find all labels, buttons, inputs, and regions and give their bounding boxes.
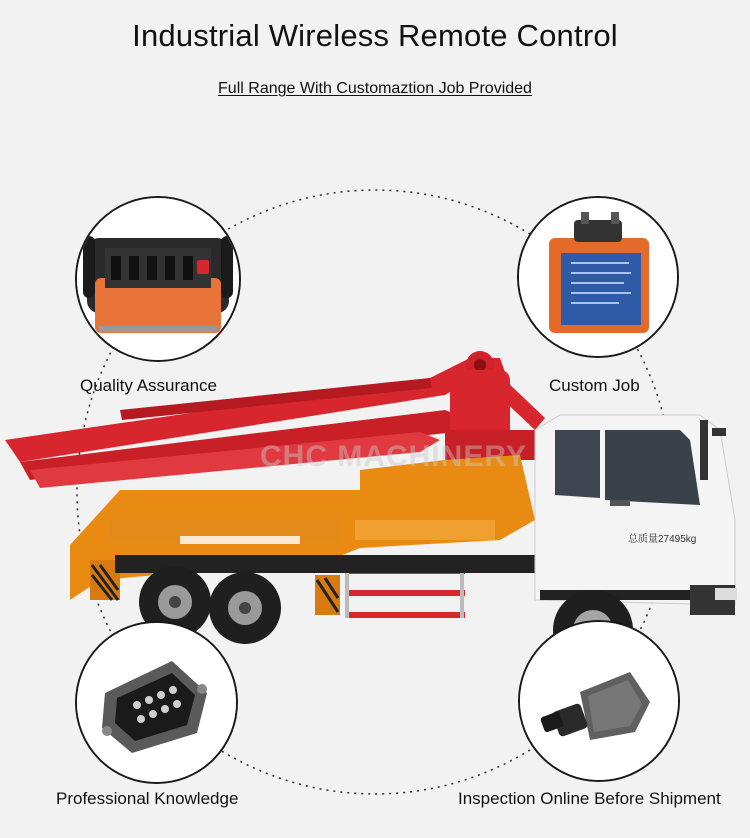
connector-icon — [77, 623, 236, 782]
page-subtitle: Full Range With Customaztion Job Provided — [218, 80, 532, 97]
feature-label-inspection: Inspection Online Before Shipment — [458, 789, 721, 808]
cab-weight-text: 总质量27495kg — [628, 534, 697, 545]
plug-connector-icon — [520, 622, 678, 780]
page-title: Industrial Wireless Remote Control — [132, 18, 618, 53]
watermark: CHC MACHINERY — [260, 440, 527, 473]
feature-image-knowledge — [75, 621, 238, 784]
feature-label-quality: Quality Assurance — [80, 376, 218, 395]
remote-control-icon — [77, 198, 239, 360]
feature-image-quality — [75, 196, 241, 362]
feature-image-custom — [517, 196, 679, 358]
control-box-icon — [519, 198, 677, 356]
feature-label-custom: Custom Job — [549, 376, 640, 395]
feature-label-knowledge: Professional Knowledge — [56, 789, 239, 808]
feature-image-inspection — [518, 620, 680, 782]
truck-cab — [535, 415, 737, 615]
truck-chassis — [70, 455, 535, 618]
